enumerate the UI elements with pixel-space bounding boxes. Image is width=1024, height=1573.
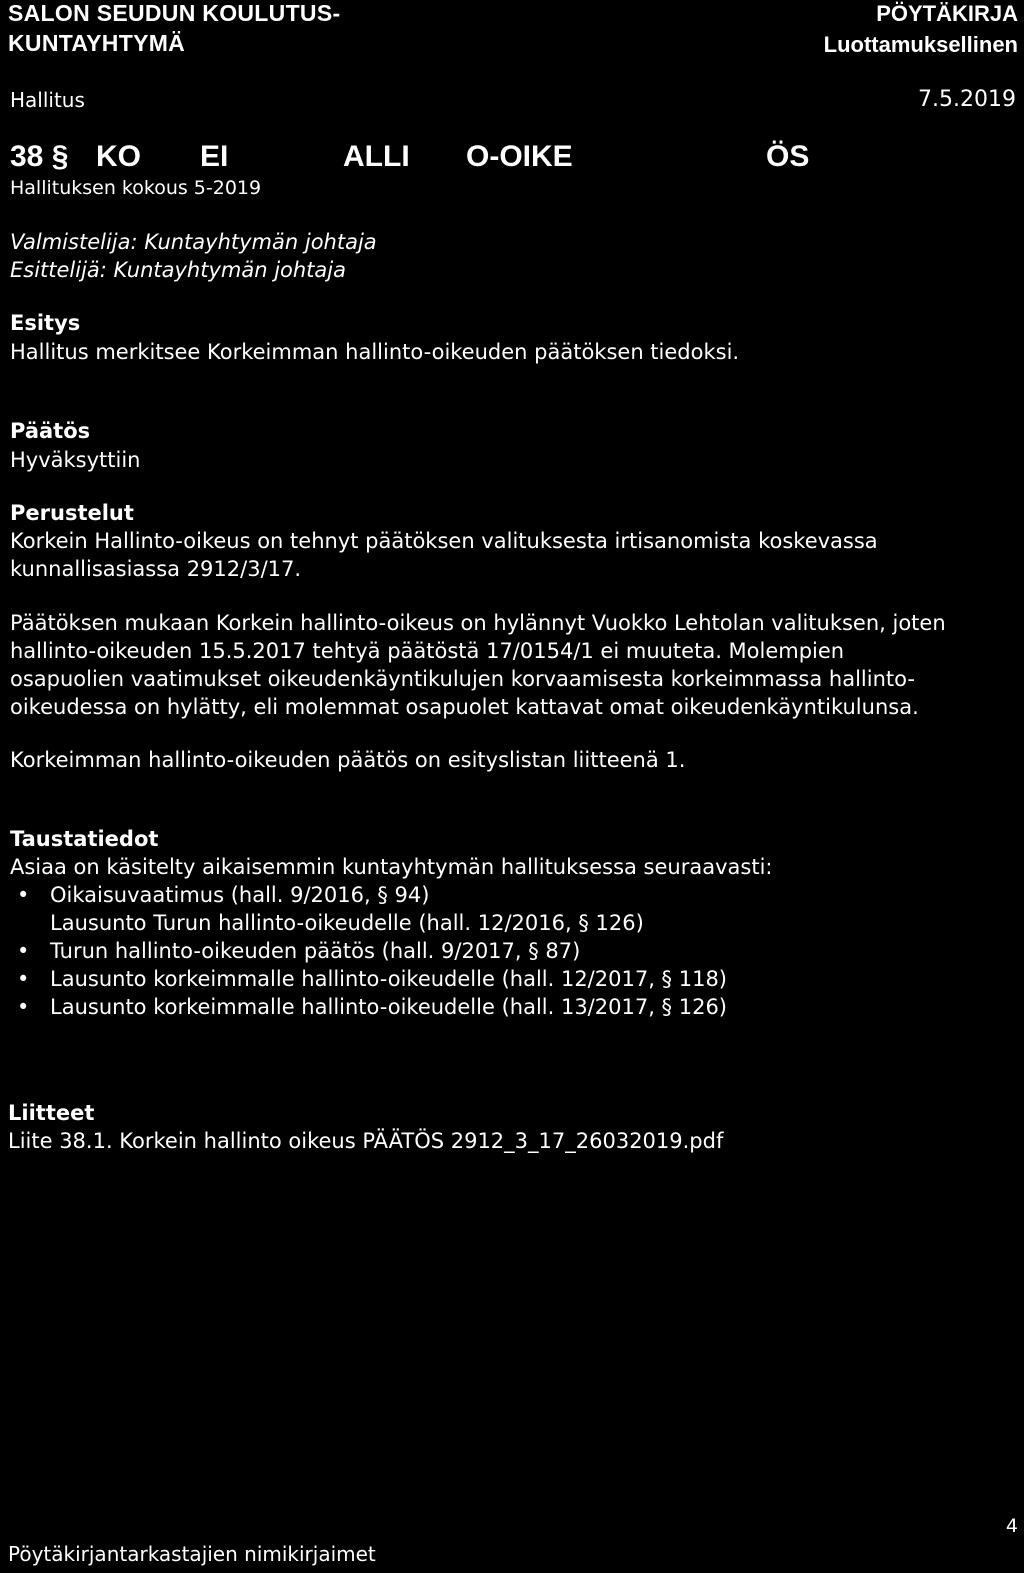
title-fragment-3: ALLI xyxy=(343,140,410,173)
title-fragment-2: EI xyxy=(200,140,229,173)
section-sign: § xyxy=(51,140,69,173)
bullet: • xyxy=(17,995,30,1019)
list-item-text: Lausunto korkeimmalle hallinto-oikeudelle (hall. 13/2017, § 126) xyxy=(50,995,728,1019)
body-name: Hallitus xyxy=(10,88,85,112)
list-item xyxy=(10,937,727,965)
bullet: • xyxy=(17,939,30,963)
paragraph-line: Korkein Hallinto-oikeus on tehnyt päätöksen valituksesta irtisanomista koskevassa xyxy=(10,529,878,553)
paragraph-line: hallinto-oikeuden 15.5.2017 tehtyä päätöstä 17/0154/1 ei muuteta. Molempien xyxy=(10,639,845,663)
organization-name-line2: KUNTAYHTYMÄ xyxy=(8,30,186,56)
list-item xyxy=(10,993,727,1021)
list-item xyxy=(10,965,727,993)
decision-heading: Päätös xyxy=(10,419,91,443)
meeting-date: 7.5.2019 xyxy=(918,87,1016,112)
grounds-paragraph-1 xyxy=(10,527,878,583)
presenter: Esittelijä: Kuntayhtymän johtaja xyxy=(10,258,346,282)
background-heading: Taustatiedot xyxy=(10,827,159,851)
title-fragment-4: O-OIKE xyxy=(466,140,573,173)
section-number xyxy=(10,140,68,174)
document-type: PÖYTÄKIRJA xyxy=(876,1,1018,26)
grounds-paragraph-2 xyxy=(10,609,946,721)
background-intro: Asiaa on käsitelty aikaisemmin kuntayhtymän hallituksessa seuraavasti: xyxy=(10,855,773,879)
list-item xyxy=(10,881,727,909)
proposal-text: Hallitus merkitsee Korkeimman hallinto-oikeuden päätöksen tiedoksi. xyxy=(10,340,740,364)
paragraph-line: kunnallisasiassa 2912/3/17. xyxy=(10,557,302,581)
paragraph-line: osapuolien vaatimukset oikeudenkäyntikulujen korvaamisesta korkeimmassa hallinto- xyxy=(10,667,915,691)
proposal-heading: Esitys xyxy=(10,311,81,335)
grounds-heading: Perustelut xyxy=(10,501,134,525)
attachment-note: Korkeimman hallinto-oikeuden päätös on esityslistan liitteenä 1. xyxy=(10,748,686,772)
background-list xyxy=(10,881,727,1021)
paragraph-line: oikeudessa on hylätty, eli molemmat osapuolet kattavat omat oikeudenkäyntikulunsa. xyxy=(10,695,919,719)
list-item-text: Lausunto Turun hallinto-oikeudelle (hall. 12/2016, § 126) xyxy=(50,911,644,935)
list-item xyxy=(10,909,727,937)
list-item-text: Oikaisuvaatimus (hall. 9/2016, § 94) xyxy=(50,883,430,907)
paragraph-line: Päätöksen mukaan Korkein hallinto-oikeus on hylännyt Vuokko Lehtolan valituksen, joten xyxy=(10,611,946,635)
attachments-heading: Liitteet xyxy=(8,1101,95,1125)
bullet: • xyxy=(17,883,30,907)
meeting-name: Hallituksen kokous 5-2019 xyxy=(10,177,262,199)
list-item-text: Turun hallinto-oikeuden päätös (hall. 9/2017, § 87) xyxy=(50,939,581,963)
decision-text: Hyväksyttiin xyxy=(10,448,141,472)
preparer: Valmistelija: Kuntayhtymän johtaja xyxy=(10,230,377,254)
section-number-value: 38 xyxy=(10,140,44,173)
initials-label: Pöytäkirjantarkastajien nimikirjaimet xyxy=(8,1542,376,1566)
attachment-link[interactable]: Liite 38.1. Korkein hallinto oikeus PÄÄTÖS 2912_3_17_26032019.pdf xyxy=(8,1129,724,1153)
title-fragment-5: ÖS xyxy=(766,140,810,173)
list-item-text: Lausunto korkeimmalle hallinto-oikeudelle (hall. 12/2017, § 118) xyxy=(50,967,728,991)
organization-name-line1: SALON SEUDUN KOULUTUS- xyxy=(8,0,341,26)
title-fragment-1: KO xyxy=(96,140,141,173)
confidentiality-label: Luottamuksellinen xyxy=(823,32,1018,57)
page-number: 4 xyxy=(1005,1515,1018,1537)
bullet: • xyxy=(17,967,30,991)
